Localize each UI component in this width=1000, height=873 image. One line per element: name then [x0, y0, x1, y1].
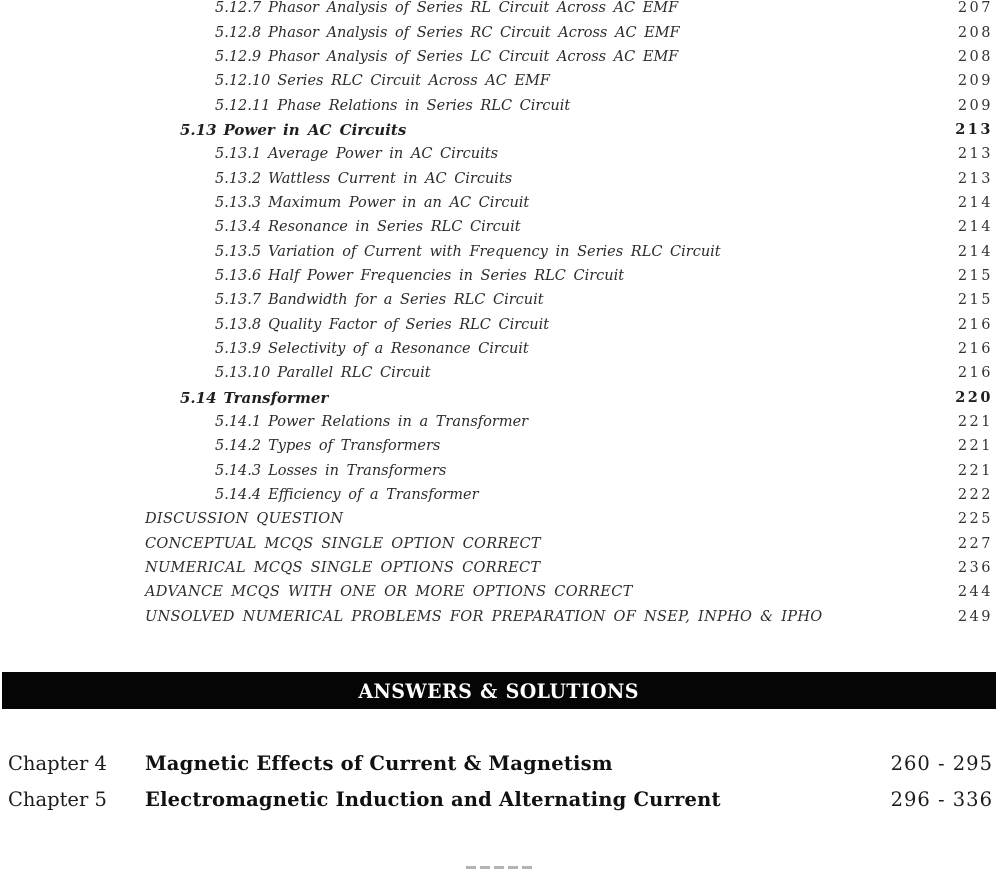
- toc-entry-page: 249: [957, 608, 993, 625]
- toc-row: [0, 507, 1000, 531]
- toc-row: [0, 337, 1000, 361]
- toc-entry-number: 5.13: [180, 120, 217, 139]
- toc-row: [0, 483, 1000, 507]
- toc-entry-title: 5.13.3 Maximum Power in an AC Circuit: [215, 194, 530, 211]
- toc-entry-number: 5.14.1: [215, 414, 262, 431]
- toc-row: [0, 239, 1000, 263]
- toc-row: [0, 69, 1000, 93]
- toc-entry-number: 5.14: [180, 388, 217, 407]
- toc-row: [0, 605, 1000, 629]
- chapter-list: [0, 745, 1000, 817]
- toc-entry-page: 222: [957, 487, 993, 504]
- toc-row: [0, 20, 1000, 44]
- toc-row: [0, 215, 1000, 239]
- toc-entry-number: 5.13.3: [215, 194, 262, 211]
- toc-entry-page: 221: [957, 414, 993, 431]
- toc-entry-number: 5.12.7: [215, 0, 262, 17]
- toc-entry-page: 209: [957, 97, 993, 114]
- toc-row: [0, 45, 1000, 69]
- toc-entry-title: 5.12.9 Phasor Analysis of Series LC Circuit Across AC EMF: [215, 48, 679, 65]
- toc-row: [0, 93, 1000, 117]
- toc-entry-page: 227: [957, 535, 993, 552]
- toc-entry-page: 209: [957, 73, 993, 90]
- toc-entry-title: 5.13.6 Half Power Frequencies in Series RLC Circuit: [215, 267, 625, 284]
- toc-entry-page: 236: [957, 560, 993, 577]
- toc-entry-title: 5.14.2 Types of Transformers: [215, 438, 441, 455]
- toc-entry-title: 5.13.2 Wattless Current in AC Circuits: [215, 170, 513, 187]
- toc-row: [0, 532, 1000, 556]
- toc-entry-page: 216: [957, 365, 993, 382]
- toc-entry-title: ADVANCE MCQS WITH ONE OR MORE OPTIONS CORRECT: [145, 584, 633, 601]
- toc-row: [0, 0, 1000, 20]
- toc-entry-title: 5.13.9 Selectivity of a Resonance Circuit: [215, 340, 529, 357]
- toc-entry-title: DISCUSSION QUESTION: [145, 511, 344, 528]
- toc-entry-page: 225: [957, 511, 993, 528]
- toc-entry-page: 213: [957, 146, 993, 163]
- toc-entry-title: 5.13.7 Bandwidth for a Series RLC Circuit: [215, 292, 544, 309]
- toc-entry-title: CONCEPTUAL MCQS SINGLE OPTION CORRECT: [145, 535, 541, 552]
- toc-entry-number: 5.13.5: [215, 243, 262, 260]
- toc-entry-title: 5.14.3 Losses in Transformers: [215, 462, 447, 479]
- toc-row: [0, 264, 1000, 288]
- toc-entry-page: 214: [957, 219, 993, 236]
- toc-row: [0, 410, 1000, 434]
- toc-entry-page: 214: [957, 194, 993, 211]
- toc-entry-number: 5.12.10: [215, 73, 271, 90]
- toc-entry-page: 214: [957, 243, 993, 260]
- toc-entry-number: 5.13.6: [215, 267, 262, 284]
- toc-entry-number: 5.14.2: [215, 438, 262, 455]
- toc-entry-page: 216: [957, 340, 993, 357]
- toc-entry-number: 5.12.9: [215, 48, 262, 65]
- toc-entry-page: 215: [957, 292, 993, 309]
- toc-entry-title: 5.12.8 Phasor Analysis of Series RC Circuit Across AC EMF: [215, 24, 680, 41]
- chapter-label: Chapter 5: [8, 787, 107, 811]
- chapter-row: [0, 781, 1000, 817]
- page-divider-dashes: [466, 866, 536, 869]
- chapter-page-range: 260 - 295: [890, 751, 993, 775]
- toc-entry-page: 221: [957, 438, 993, 455]
- chapter-page-range: 296 - 336: [890, 787, 993, 811]
- toc-entry-page: 244: [957, 584, 993, 601]
- toc-entry-page: 208: [957, 24, 993, 41]
- toc-row: [0, 288, 1000, 312]
- toc-row: [0, 166, 1000, 190]
- toc-entry-number: 5.13.2: [215, 170, 262, 187]
- toc-row: [0, 556, 1000, 580]
- toc-entry-title: NUMERICAL MCQS SINGLE OPTIONS CORRECT: [145, 560, 541, 577]
- toc-row: [0, 580, 1000, 604]
- toc-entry-page: 216: [957, 316, 993, 333]
- toc-row: [0, 361, 1000, 385]
- toc-entry-title: 5.13.10 Parallel RLC Circuit: [215, 365, 431, 382]
- toc-entry-title: 5.13.8 Quality Factor of Series RLC Circuit: [215, 316, 550, 333]
- toc-entry-number: 5.14.3: [215, 462, 262, 479]
- toc-entry-number: 5.13.1: [215, 146, 262, 163]
- toc-entry-title: 5.12.11 Phase Relations in Series RLC Circuit: [215, 97, 571, 114]
- toc-entry-page: 207: [957, 0, 993, 17]
- toc-row: [0, 386, 1000, 410]
- toc-entry-title: 5.12.7 Phasor Analysis of Series RL Circuit Across AC EMF: [215, 0, 679, 17]
- toc-entry-number: 5.13.10: [215, 365, 271, 382]
- toc-entry-page: 213: [957, 170, 993, 187]
- toc-row: [0, 118, 1000, 142]
- toc-entry-title: 5.13.4 Resonance in Series RLC Circuit: [215, 219, 521, 236]
- toc-entry-page: 213: [955, 121, 993, 139]
- toc-entry-number: 5.13.8: [215, 316, 262, 333]
- toc-entry-number: 5.13.9: [215, 340, 262, 357]
- toc-entry-page: 208: [957, 48, 993, 65]
- toc-entry-number: 5.12.8: [215, 24, 262, 41]
- toc-entry-title: 5.13 Power in AC Circuits: [180, 120, 407, 139]
- toc-row: [0, 459, 1000, 483]
- toc-entry-number: 5.13.7: [215, 292, 262, 309]
- toc-entry-title: 5.14 Transformer: [180, 388, 329, 407]
- banner-label: ANSWERS & SOLUTIONS: [358, 678, 640, 703]
- toc-entry-title: 5.14.1 Power Relations in a Transformer: [215, 414, 529, 431]
- toc-row: [0, 142, 1000, 166]
- toc-entry-page: 221: [957, 462, 993, 479]
- chapter-title: Electromagnetic Induction and Alternating Current: [145, 787, 721, 811]
- answers-solutions-banner: [2, 672, 996, 709]
- toc-row: [0, 191, 1000, 215]
- toc-entry-number: 5.14.4: [215, 487, 262, 504]
- chapter-row: [0, 745, 1000, 781]
- toc-entry-title: 5.13.5 Variation of Current with Frequency in Series RLC Circuit: [215, 243, 721, 260]
- chapter-title: Magnetic Effects of Current & Magnetism: [145, 751, 613, 775]
- toc-entry-number: 5.13.4: [215, 219, 262, 236]
- toc-entry-title: 5.13.1 Average Power in AC Circuits: [215, 146, 499, 163]
- toc-entry-title: UNSOLVED NUMERICAL PROBLEMS FOR PREPARATION OF NSEP, INPHO & IPHO: [145, 608, 823, 625]
- toc-entry-title: 5.12.10 Series RLC Circuit Across AC EMF: [215, 73, 550, 90]
- toc-entry-title: 5.14.4 Efficiency of a Transformer: [215, 487, 479, 504]
- toc-entry-page: 215: [957, 267, 993, 284]
- toc-entry-number: 5.12.11: [215, 97, 271, 114]
- toc-entry-page: 220: [955, 389, 993, 407]
- toc-row: [0, 434, 1000, 458]
- chapter-label: Chapter 4: [8, 751, 107, 775]
- toc-row: [0, 312, 1000, 336]
